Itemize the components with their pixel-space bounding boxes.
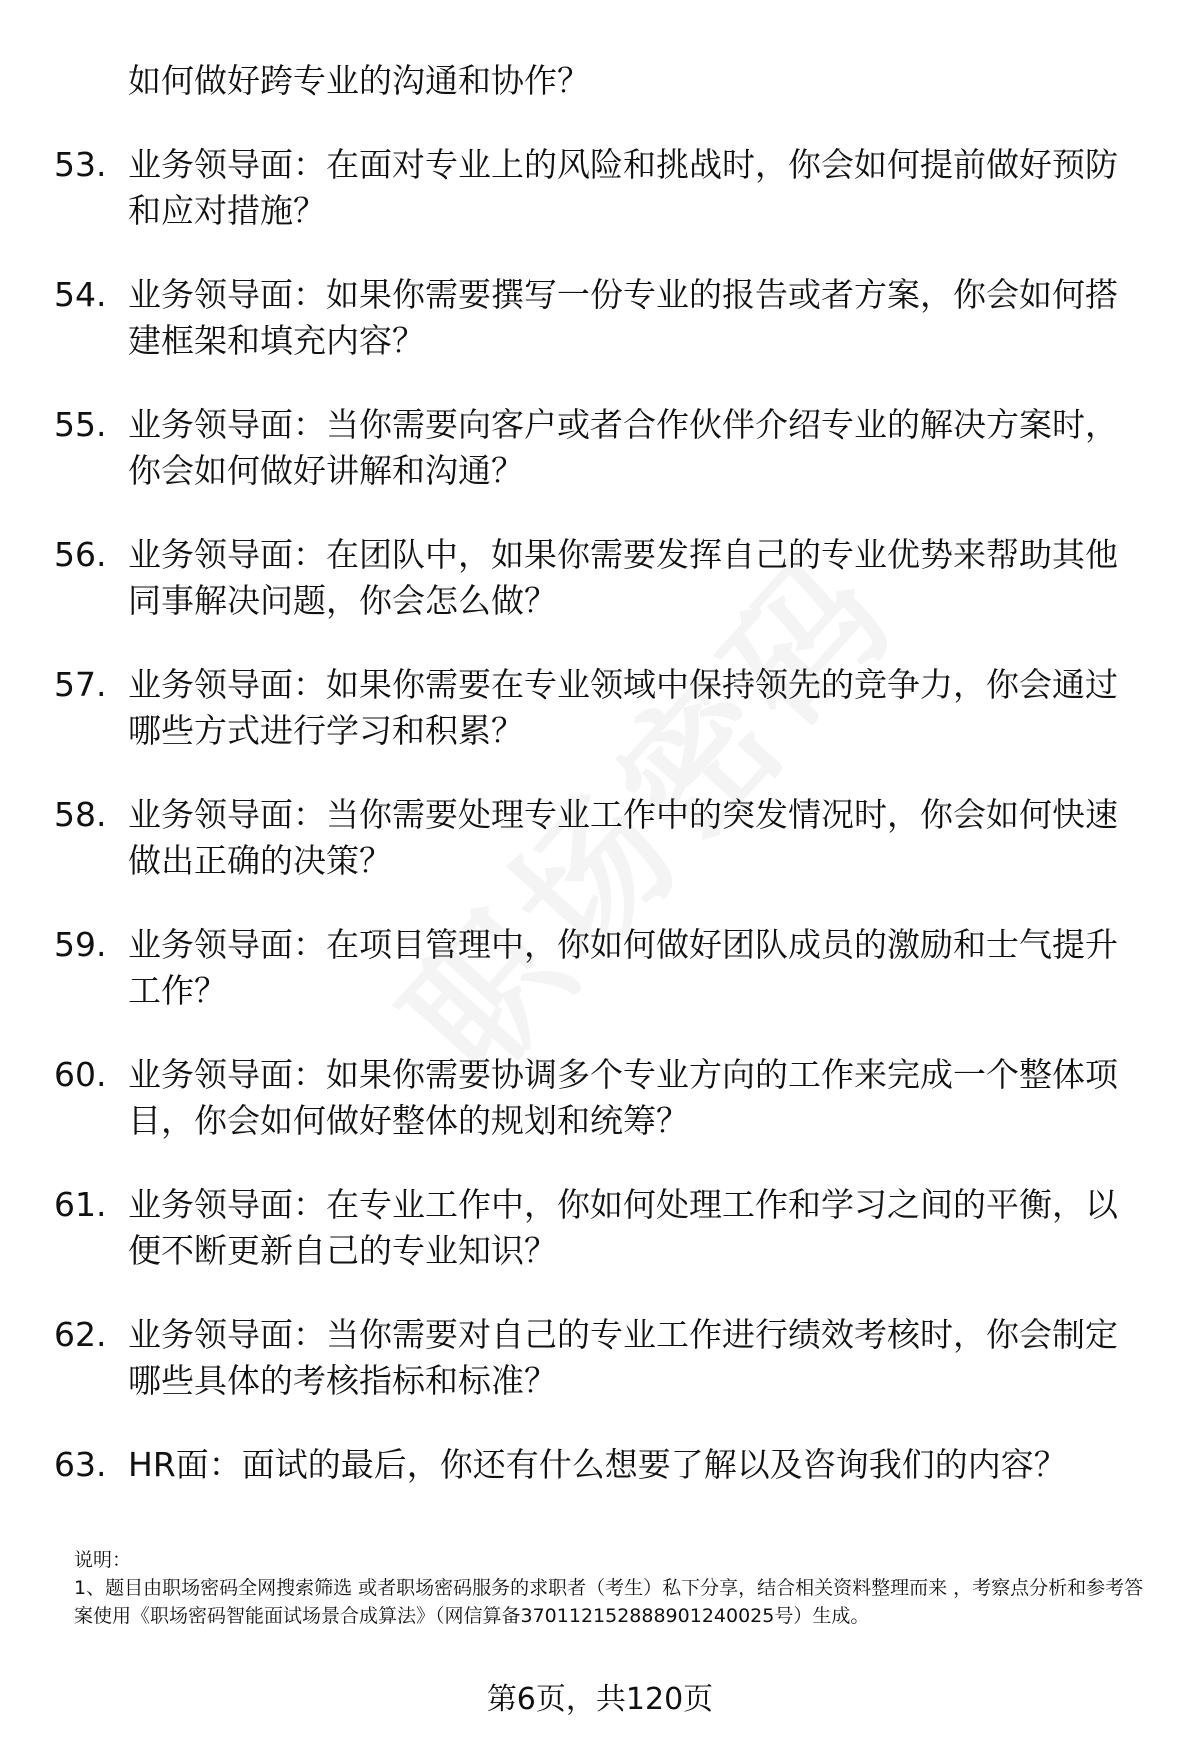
list-item: [54, 142, 1154, 234]
question-number: 61.: [54, 1185, 107, 1224]
list-item: [54, 1442, 1154, 1488]
question-text: 业务领导面：在团队中，如果你需要发挥自己的专业优势来帮助其他同事解决问题，你会怎么做？: [128, 535, 1118, 620]
page-number: 第6页，共120页: [486, 1682, 714, 1717]
list-item: [54, 662, 1154, 754]
list-item: [54, 1312, 1154, 1404]
question-text: 业务领导面：当你需要向客户或者合作伙伴介绍专业的解决方案时，你会如何做好讲解和沟通？: [128, 405, 1118, 490]
question-number: 54.: [54, 275, 107, 314]
list-item: [54, 792, 1154, 884]
question-number: 56.: [54, 535, 107, 574]
question-number: 63.: [54, 1445, 107, 1484]
list-item: [54, 1052, 1154, 1144]
question-text: 业务领导面：如果你需要在专业领域中保持领先的竞争力，你会通过哪些方式进行学习和积累？: [128, 665, 1118, 750]
note-section: [74, 1546, 1154, 1630]
question-number: 55.: [54, 405, 107, 444]
question-text: 业务领导面：如果你需要撰写一份专业的报告或者方案，你会如何搭建框架和填充内容？: [128, 275, 1118, 360]
note-body: 1、题目由职场密码全网搜索筛选 或者职场密码服务的求职者（考生）私下分享，结合相关资料整理而来 ，考察点分析和参考答案使用《职场密码智能面试场景合成算法》（网信算备370112152888901240025号）生成。: [74, 1577, 1144, 1627]
list-item: [54, 402, 1154, 494]
question-continuation-text: 如何做好跨专业的沟通和协作？: [128, 61, 590, 100]
list-item: [54, 922, 1154, 1014]
question-number: 60.: [54, 1055, 107, 1094]
question-text: 业务领导面：当你需要对自己的专业工作进行绩效考核时，你会制定哪些具体的考核指标和标准？: [128, 1315, 1118, 1400]
question-number: 58.: [54, 795, 107, 834]
question-number: 53.: [54, 145, 107, 184]
question-text: 业务领导面：在面对专业上的风险和挑战时，你会如何提前做好预防和应对措施？: [128, 145, 1118, 230]
question-text: 业务领导面：如果你需要协调多个专业方向的工作来完成一个整体项目，你会如何做好整体的规划和统筹？: [128, 1055, 1118, 1140]
note-title: 说明：: [74, 1549, 132, 1571]
question-text: 业务领导面：在项目管理中，你如何做好团队成员的激励和士气提升工作？: [128, 925, 1118, 1010]
question-text: 业务领导面：在专业工作中，你如何处理工作和学习之间的平衡，以便不断更新自己的专业知识？: [128, 1185, 1118, 1270]
question-list: [54, 58, 1154, 1526]
question-number: 59.: [54, 925, 107, 964]
question-text: HR面：面试的最后，你还有什么想要了解以及咨询我们的内容？: [128, 1445, 1067, 1484]
list-item: [54, 1182, 1154, 1274]
list-item: [54, 272, 1154, 364]
question-text: 业务领导面：当你需要处理专业工作中的突发情况时，你会如何快速做出正确的决策？: [128, 795, 1118, 880]
question-number: 57.: [54, 665, 107, 704]
question-number: 62.: [54, 1315, 107, 1354]
list-item: [54, 532, 1154, 624]
question-continuation: [54, 58, 1154, 104]
